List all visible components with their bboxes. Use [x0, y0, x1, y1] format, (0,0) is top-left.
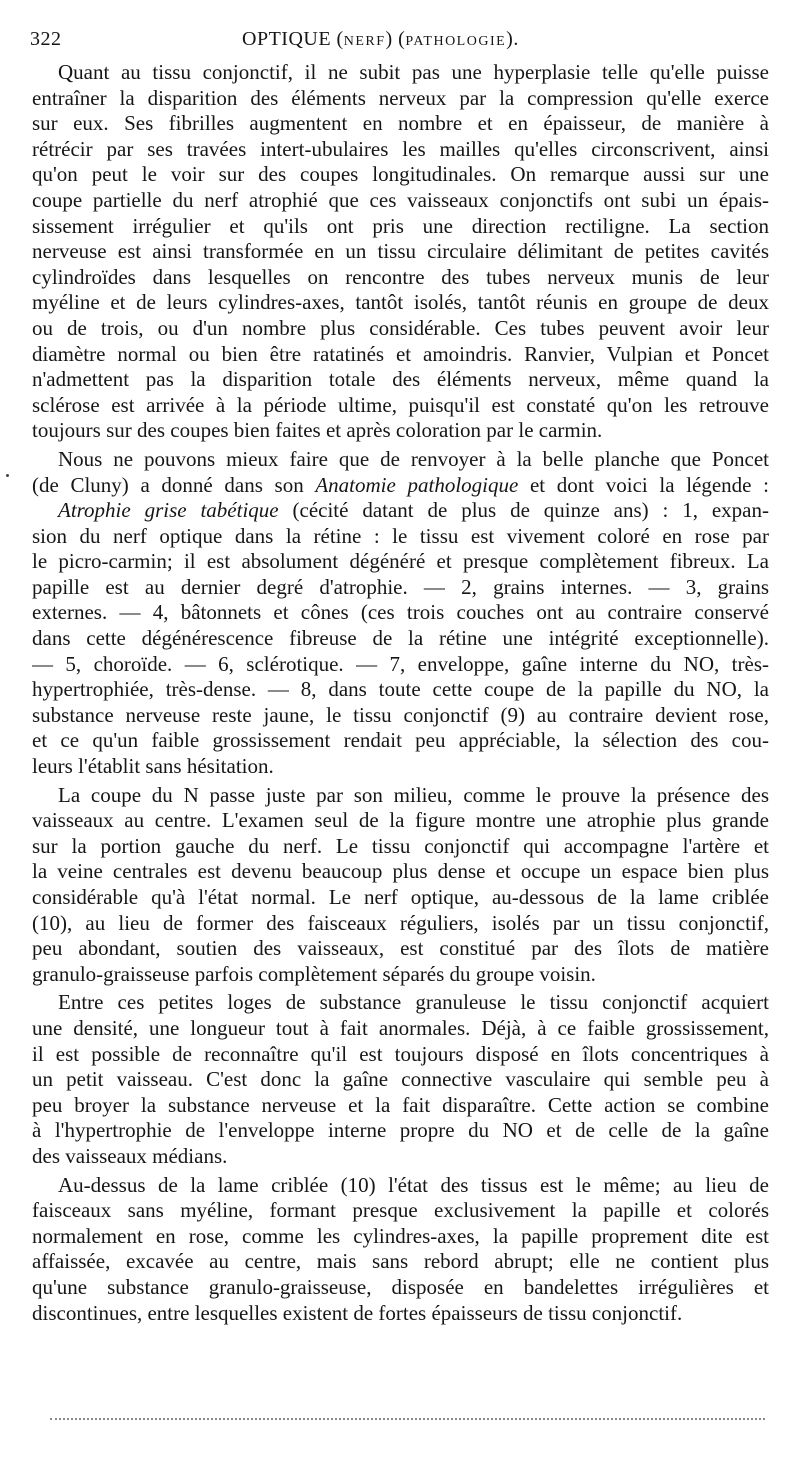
body-text — [32, 60, 769, 1326]
running-title: OPTIQUE (NERF) (PATHOLOGIE). — [242, 28, 519, 50]
page-number: 322 — [30, 28, 62, 50]
paragraph-4 — [32, 990, 769, 1169]
paragraph-2 — [32, 447, 769, 780]
text-line: et ce qu'un faible grossissement rendait peu appréciable, la sélection des cou- — [32, 728, 769, 753]
text-line: considérable qu'à l'état normal. Le nerf optique, au-dessous de la lame criblée — [32, 885, 769, 909]
text-line: n'admettent pas la disparition totale des éléments nerveux, même quand la — [32, 367, 769, 392]
text-line: La coupe du N passe juste par son milieu, comme le prouve la présence des — [58, 782, 769, 807]
text-line: externes. — 4, bâtonnets et cônes (ces trois couches ont au contraire conservé — [32, 600, 769, 625]
text-line: des vaisseaux médians. — [32, 1143, 228, 1168]
text-line: ou de trois, ou d'un nombre plus considérable. Ces tubes peuvent avoir leur — [32, 315, 769, 340]
running-head — [30, 28, 772, 56]
text-line: peu abondant, soutien des vaisseaux, est constitué par des îlots de matière — [32, 936, 769, 961]
text-line: rétrécir par ses travées intert-ubulaires les mailles qu'elles circonscrivent, ainsi — [32, 136, 769, 161]
text-line: discontinues, entre lesquelles existent de fortes épaisseurs de tissu conjonctif. — [32, 1300, 683, 1325]
text-line: peu broyer la substance nerveuse et la fait disparaître. Cette action se combine — [32, 1092, 769, 1117]
text-line: substance nerveuse reste jaune, le tissu conjonctif (9) au contraire devient rose, — [32, 702, 769, 727]
text-line: Atrophie grise tabétique (cécité datant de plus de quinze ans) : 1, expan- — [58, 498, 769, 523]
text-line: Au-dessus de la lame criblée (10) l'état des tissus est le même; au lieu de — [58, 1172, 769, 1197]
text-line: entraîner la disparition des éléments nerveux par la compression qu'elle exerce — [32, 85, 769, 110]
paragraph-5 — [32, 1173, 769, 1327]
margin-mark — [6, 474, 9, 477]
text-line: il est possible de reconnaître qu'il est toujours disposé en îlots concentriques à — [32, 1041, 769, 1066]
text-line: Entre ces petites loges de substance granuleuse le tissu conjonctif acquiert — [58, 990, 769, 1015]
text-line: sur la portion gauche du nerf. Le tissu conjonctif qui accompagne l'artère et — [32, 833, 769, 858]
italic-title: Anatomie pathologique — [315, 472, 519, 497]
text-line: nerveuse est ainsi transformée en un tissu circulaire délimitant de petites cavités — [32, 239, 769, 264]
text-line: la veine centrales est devenu beaucoup plus dense et occupe un espace bien plus — [32, 859, 769, 884]
text-line: une densité, une longueur tout à fait anormales. Déjà, à ce faible grossissement, — [32, 1015, 769, 1040]
text-line: toujours sur des coupes bien faites et après coloration par le carmin. — [32, 418, 603, 443]
paragraph-1 — [32, 60, 769, 444]
text-line: cylindroïdes dans lesquelles on rencontre des tubes nerveux munis de leur — [32, 264, 769, 289]
footer-rule — [50, 1418, 765, 1420]
text-line: un petit vaisseau. C'est donc la gaîne connective vasculaire qui semble peu à — [32, 1067, 769, 1092]
text-line: (10), au lieu de former des faisceaux réguliers, isolés par un tissu conjonctif, — [32, 910, 769, 935]
text-line: sissement irrégulier et qu'ils ont pris une direction rectiligne. La section — [32, 213, 769, 238]
text-line: myéline et de leurs cylindres-axes, tantôt isolés, tantôt réunis en groupe de deux — [32, 290, 769, 315]
text-line: qu'une substance granulo-graisseuse, disposée en bandelettes irrégulières et — [32, 1274, 769, 1299]
text-line: sclérose est arrivée à la période ultime, puisqu'il est constaté qu'on les retrouve — [32, 392, 769, 417]
text-line: affaissée, excavée au centre, mais sans rebord abrupt; elle ne contient plus — [32, 1249, 769, 1274]
italic-title: Atrophie grise tabétique — [58, 498, 279, 523]
text-line: (de Cluny) a donné dans son Anatomie pathologique et dont voici la légende : — [32, 472, 769, 497]
text-line: leurs l'établit sans hésitation. — [32, 754, 274, 779]
text-line: dans cette dégénérescence fibreuse de la rétine une intégrité exceptionnelle). — [32, 626, 769, 651]
text-line: Nous ne pouvons mieux faire que de renvoyer à la belle planche que Poncet — [58, 446, 769, 471]
text-line: sion du nerf optique dans la rétine : le tissu est vivement coloré en rose par — [32, 523, 769, 548]
text-line: coupe partielle du nerf atrophié que ces vaisseaux conjonctifs ont subi un épais- — [32, 187, 769, 212]
text-line: faisceaux sans myéline, formant presque exclusivement la papille et colorés — [32, 1198, 769, 1223]
paragraph-3 — [32, 783, 769, 988]
text-line: diamètre normal ou bien être ratatinés et amoindris. Ranvier, Vulpian et Poncet — [32, 341, 769, 366]
text-line: à l'hypertrophie de l'enveloppe interne propre du NO et de celle de la gaîne — [32, 1118, 769, 1143]
text-line: — 5, choroïde. — 6, sclérotique. — 7, enveloppe, gaîne interne du NO, très- — [32, 651, 769, 676]
text-line: le picro-carmin; il est absolument dégénéré et presque complètement fibreux. La — [32, 549, 769, 574]
text-line: Quant au tissu conjonctif, il ne subit pas une hyperplasie telle qu'elle puisse — [58, 60, 769, 84]
text-line: qu'on peut le voir sur des coupes longitudinales. On remarque aussi sur une — [32, 162, 769, 187]
text-line: normalement en rose, comme les cylindres-axes, la papille proprement dite est — [32, 1223, 769, 1248]
text-line: granulo-graisseuse parfois complètement séparés du groupe voisin. — [32, 961, 596, 986]
text-line: sur eux. Ses fibrilles augmentent en nombre et en épaisseur, de manière à — [32, 111, 769, 136]
text-line: vaisseaux au centre. L'examen seul de la figure montre une atrophie plus grande — [32, 808, 769, 833]
text-line: papille est au dernier degré d'atrophie. — 2, grains internes. — 3, grains — [32, 574, 769, 599]
text-line: hypertrophiée, très-dense. — 8, dans toute cette coupe de la papille du NO, la — [32, 677, 769, 702]
